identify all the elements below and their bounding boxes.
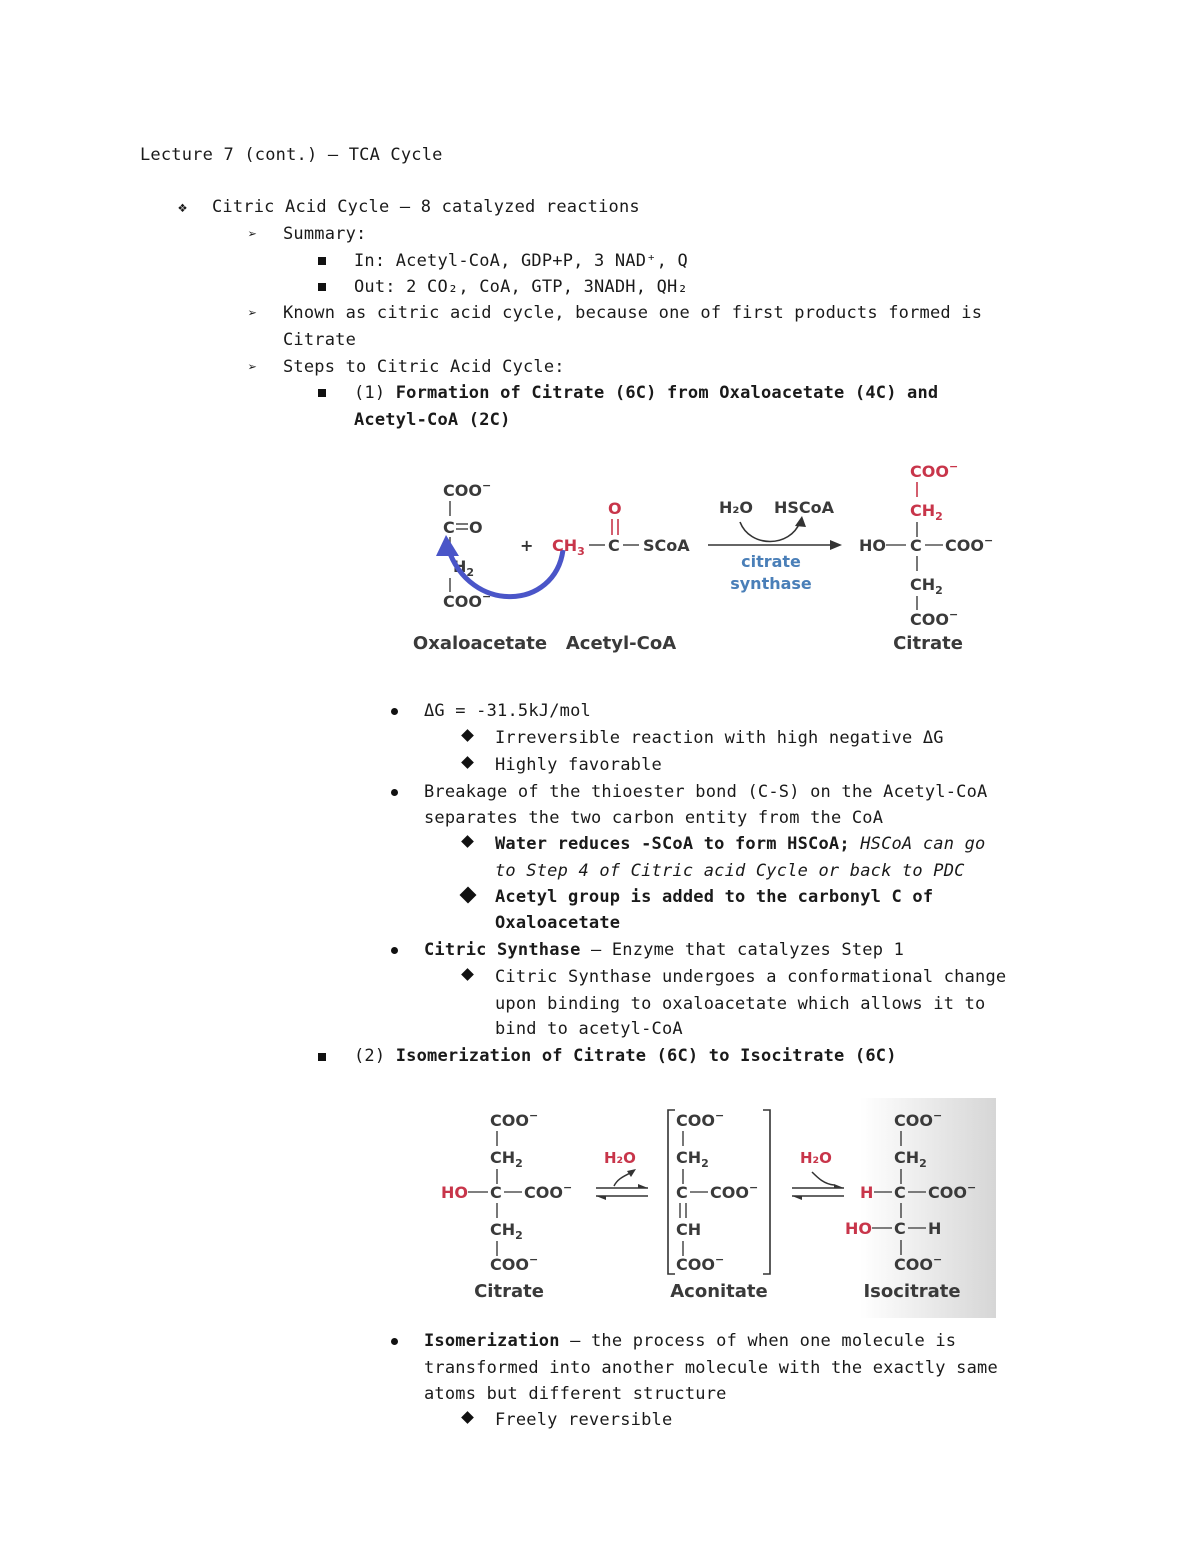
step2-title: Isomerization of Citrate (6C) to Isocitrate (6C) [395,1046,897,1066]
fig1-h2o-label: H₂O [719,498,753,517]
svg-text:COO−: COO− [443,479,492,500]
arrow-bullet: ➢ [248,358,258,376]
acetyl-line-2: Oxaloacetate [495,913,621,933]
dot-bullet [391,708,398,715]
svg-text:COO−: COO− [910,608,959,629]
svg-text:O: O [608,499,622,518]
svg-text:+: + [520,536,534,555]
citric-synthase-term: Citric Synthase [424,940,581,960]
water-italic: HSCoA can go [860,834,986,854]
summary-in: In: Acetyl-CoA, GDP+P, 3 NAD⁺, Q [354,251,688,271]
svg-text:COO−: COO− [928,1181,977,1202]
water-bold: Water reduces -SCoA to form HSCoA; [495,834,850,854]
fig2-h2o-label-1: H₂O [604,1149,636,1167]
enzyme-label-line-1: citrate [741,552,801,571]
diamond-bullet [461,968,474,981]
diamond-bullet [461,835,474,848]
delta-g-note-1: Irreversible reaction with high negative ΔG [495,728,944,748]
svg-text:CH2: $CH_2$ [894,1148,927,1170]
breakage-line-2: separates the two carbon entity from the CoA [424,808,884,828]
svg-text:COO−: COO− [490,1109,539,1130]
acetyl-line-1: Acetyl group is added to the carbonyl C of [495,887,934,907]
diamond-bullet [461,1411,474,1424]
svg-text:COO−: COO− [676,1253,725,1274]
svg-text:COO−: COO− [443,590,492,611]
dot-bullet [391,1338,398,1345]
svg-text:C: C [490,1183,502,1202]
known-line-2: Citrate [283,330,357,350]
square-bullet [318,283,326,291]
arrow-bullet: ➢ [248,304,258,322]
isocitrate-label: Isocitrate [863,1281,961,1302]
square-bullet [318,1053,326,1061]
iso-line-3: atoms but different structure [424,1384,727,1404]
step1-number: (1) [354,383,386,403]
svg-text:H: H [928,1219,942,1238]
square-bullet [318,257,326,265]
cs-detail-1: Citric Synthase undergoes a conformational change [495,967,1007,987]
svg-text:HO: HO [845,1219,872,1238]
svg-text:C: C [910,536,922,555]
iso-detail: Freely reversible [495,1410,673,1430]
svg-text:COO−: COO− [524,1181,573,1202]
delta-g: ΔG = -31.5kJ/mol [424,701,591,721]
svg-text:COO−: COO− [490,1253,539,1274]
square-bullet [318,389,326,397]
step1-line-1 [354,380,938,406]
svg-text:C: C [894,1183,906,1202]
citric-synthase-def: – Enzyme that catalyzes Step 1 [590,940,905,960]
svg-text:COO−: COO− [710,1181,759,1202]
svg-text:C: C [608,536,620,555]
water-line-2: to Step 4 of Citric acid Cycle or back to PDC [495,861,965,881]
svg-text:CH: CH [676,1220,702,1239]
iso-line-1 [424,1328,956,1354]
citrate-label: Citrate [893,633,963,654]
svg-text:HO: HO [859,536,886,555]
isomerization-figure [430,1098,1000,1320]
oxaloacetate-label: Oxaloacetate [412,633,548,654]
citric-synthase-line [424,937,904,963]
svg-text:CH2: $CH_2$ [490,1220,523,1242]
arrow-bullet: ➢ [248,225,258,243]
svg-text:H2: $H_2$ [453,557,475,579]
citrate-label-2: Citrate [474,1281,544,1302]
svg-text:CH3: $CH_3$ [552,536,585,558]
fig2-h2o-label-2: H₂O [800,1149,832,1167]
citrate-synthase-reaction-figure [400,455,1020,660]
svg-text:H: H [860,1183,874,1202]
acetylcoa-label: Acetyl-CoA [565,633,677,654]
steps-heading: Steps to Citric Acid Cycle: [283,357,565,377]
section-heading: Citric Acid Cycle – 8 catalyzed reactions [212,197,640,217]
cs-detail-2: upon binding to oxaloacetate which allows it to [495,994,986,1014]
diamond-bullet [460,887,477,904]
svg-text:O: O [469,518,483,537]
iso-def-1: – the process of when one molecule is [570,1331,957,1351]
breakage-line-1: Breakage of the thioester bond (C-S) on the Acetyl-CoA [424,782,988,802]
svg-text:CH2: $CH_2$ [910,575,943,597]
svg-text:CH2: $CH_2$ [910,501,943,523]
dot-bullet [391,789,398,796]
svg-text:CH2: $CH_2$ [490,1148,523,1170]
enzyme-label-line-2: synthase [730,574,812,593]
svg-text:C: C [894,1219,906,1238]
fancy-diamond-bullet: ❖ [178,198,188,216]
delta-g-note-2: Highly favorable [495,755,662,775]
svg-text:COO−: COO− [676,1109,725,1130]
svg-text:COO−: COO− [894,1253,943,1274]
known-line-1: Known as citric acid cycle, because one of first products formed is [283,303,983,323]
step1-title: Formation of Citrate (6C) from Oxaloacetate (4C) and [395,383,939,403]
svg-text:CH2: $CH_2$ [676,1148,709,1170]
svg-text:COO−: COO− [910,460,959,481]
aconitate-label: Aconitate [670,1281,768,1302]
summary-out: Out: 2 CO₂, CoA, GTP, 3NADH, QH₂ [354,277,688,297]
diamond-bullet [461,729,474,742]
iso-term: Isomerization [424,1331,560,1351]
svg-text:SCoA: SCoA [643,536,690,555]
dot-bullet [391,947,398,954]
step2-number: (2) [354,1046,386,1066]
svg-text:C: C [443,518,455,537]
svg-text:COO−: COO− [945,534,994,555]
svg-text:C: C [676,1183,688,1202]
water-line-1 [495,831,985,857]
fig1-hscoa-label: HSCoA [774,498,835,517]
page-title: Lecture 7 (cont.) – TCA Cycle [140,145,443,165]
iso-line-2: transformed into another molecule with the exactly same [424,1358,998,1378]
svg-text:COO−: COO− [894,1109,943,1130]
svg-text:HO: HO [441,1183,468,1202]
diamond-bullet [461,756,474,769]
cs-detail-3: bind to acetyl-CoA [495,1019,683,1039]
summary-label: Summary: [283,224,367,244]
step1-line-2: Acetyl-CoA (2C) [354,410,511,430]
step2-line [354,1043,897,1069]
